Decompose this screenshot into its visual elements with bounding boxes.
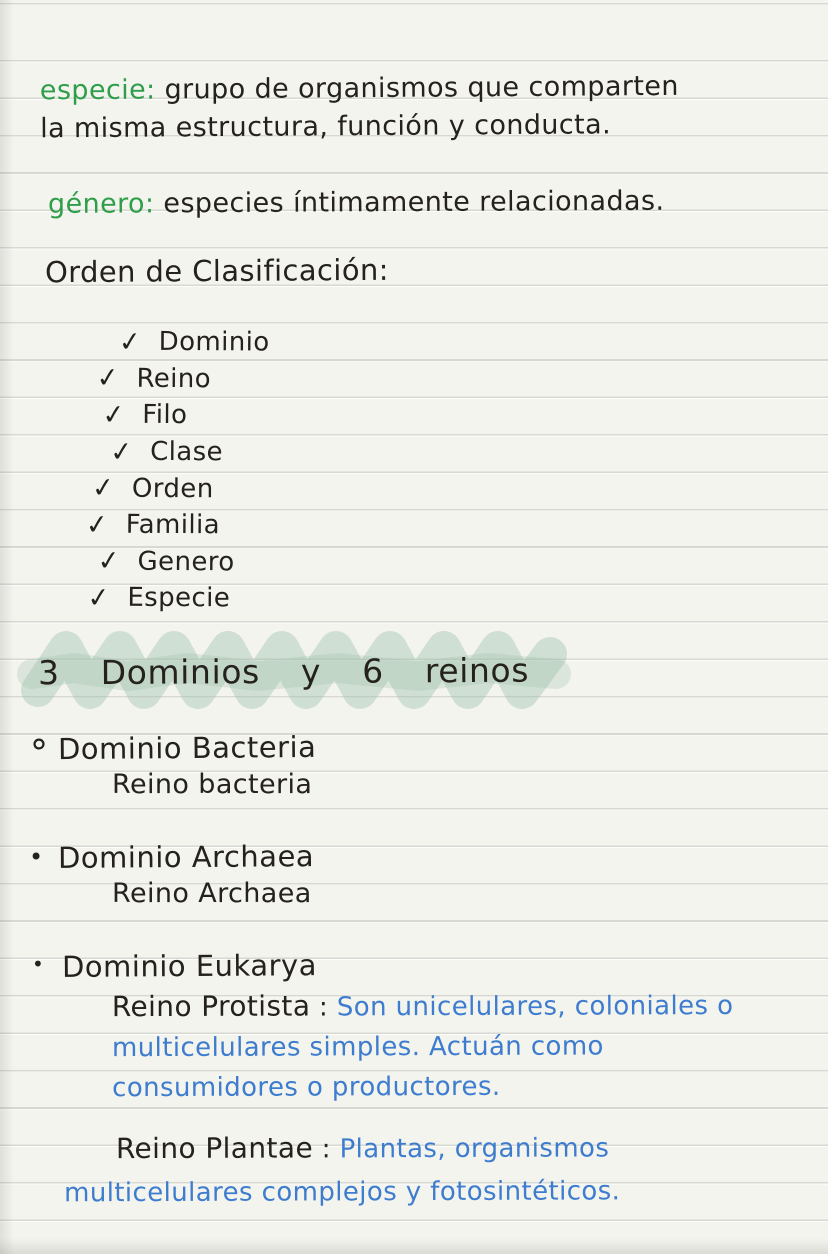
- checklist-row: [86, 507, 269, 545]
- definition-genero-text: especies íntimamente relacionadas.: [163, 185, 665, 220]
- definition-genero-term: género:: [47, 188, 155, 220]
- bullet-icon: °: [30, 733, 49, 774]
- checklist-row: [96, 360, 269, 397]
- definition-genero: [48, 182, 768, 224]
- checklist-item-label: Orden: [131, 473, 214, 504]
- paper-edge-shadow-bottom: [0, 1238, 828, 1254]
- summary-text: 3 Dominios y 6 reinos: [37, 650, 530, 693]
- domain-bacteria-title: Dominio Bacteria: [57, 729, 317, 767]
- checklist-row: [87, 580, 268, 618]
- kingdom-protista-description: Son unicelulares, coloniales o multicelulares simples. Actuán como consumidores o productores.: [111, 991, 734, 1104]
- kingdom-bacteria: Reino bacteria: [112, 769, 313, 800]
- definition-especie-text: grupo de organismos que comparten la misma estructura, función y conducta.: [40, 70, 679, 145]
- checkmark-icon: ✓: [117, 325, 144, 359]
- bullet-icon: •: [32, 952, 45, 976]
- classification-checklist: [79, 324, 269, 618]
- domain-eukarya-title: Dominio Eukarya: [61, 948, 318, 984]
- checkmark-icon: ✓: [90, 471, 117, 505]
- checkmark-icon: ✓: [96, 544, 123, 579]
- checklist-item-label: Filo: [142, 400, 188, 431]
- kingdom-plantae-name: Reino Plantae: [115, 1131, 314, 1166]
- checkmark-icon: ✓: [94, 361, 121, 396]
- kingdom-archaea: Reino Archaea: [112, 878, 312, 909]
- checklist-item-label: Especie: [127, 583, 231, 614]
- domain-archaea-title: Dominio Archaea: [57, 839, 315, 875]
- checklist-row: [110, 433, 269, 470]
- checkmark-icon: ✓: [84, 508, 111, 542]
- highlighted-summary: [8, 628, 583, 720]
- checklist-row: [92, 470, 269, 508]
- checklist-row: [97, 543, 268, 580]
- checklist-item-label: Dominio: [158, 327, 270, 358]
- checklist-item-label: Genero: [137, 546, 235, 578]
- bullet-icon: •: [29, 843, 44, 871]
- paper-edge-shadow-left: [0, 0, 14, 1254]
- checkmark-icon: ✓: [100, 398, 127, 432]
- definition-especie-term: especie:: [39, 74, 156, 107]
- checklist-row: [119, 324, 270, 361]
- definition-especie: [40, 68, 701, 149]
- kingdom-protista-separator: :: [310, 992, 337, 1023]
- checkmark-icon: ✓: [85, 581, 112, 615]
- checklist-item-label: Reino: [136, 363, 212, 395]
- section-heading: Orden de Clasificación:: [44, 252, 390, 290]
- kingdom-plantae-separator: :: [313, 1134, 340, 1165]
- kingdom-protista-name: Reino Protista: [111, 989, 311, 1024]
- kingdom-protista: [112, 985, 782, 1108]
- checklist-item-label: Familia: [125, 510, 221, 541]
- kingdom-plantae-description: Plantas, organismos multicelulares complejos y fotosintéticos.: [64, 1133, 621, 1209]
- checklist-row: [102, 397, 269, 434]
- checklist-item-label: Clase: [150, 436, 224, 468]
- checkmark-icon: ✓: [108, 435, 135, 469]
- kingdom-plantae: [64, 1125, 806, 1216]
